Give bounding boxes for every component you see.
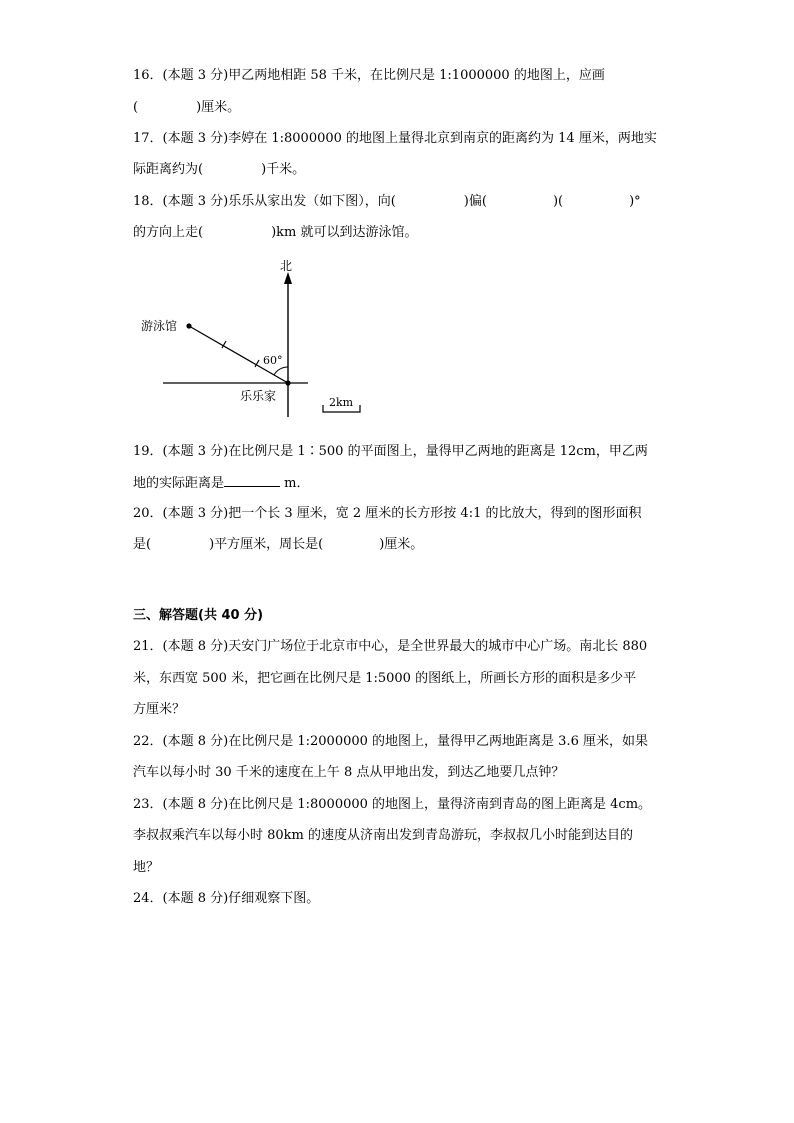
- q22-line1: [133, 733, 648, 751]
- q20-text: 20．(本题 3 分)把一个长 3 厘米，宽 2 厘米的长方形按 4:1 的比放大，得到的图形面积: [133, 506, 642, 521]
- q20-text-c: )厘米。: [379, 537, 424, 552]
- pool-point: [186, 323, 191, 328]
- q24-text-1: 24．(本题 8 分)仔细观察下图。: [133, 891, 320, 906]
- q24-line1: [133, 890, 319, 908]
- q23-line1: [133, 796, 651, 814]
- pool-label: 游泳馆: [141, 319, 178, 333]
- q20-text-a: 是(: [133, 537, 152, 552]
- q19-text: 19．(本题 3 分)在比例尺是 1∶500 的平面图上，量得甲乙两地的距离是 12cm，甲乙两: [133, 444, 648, 459]
- q23-text-1: 23．(本题 8 分)在比例尺是 1:8000000 的地图上，量得济南到青岛的图上距离是 4cm。: [133, 797, 652, 812]
- section3-title: [133, 607, 263, 625]
- q19-line2: [133, 473, 309, 493]
- angle-arc: [274, 367, 288, 375]
- q23-text-3: 地？: [133, 860, 160, 875]
- q18-text-c: )(: [552, 194, 564, 209]
- q23-line3: [133, 859, 159, 877]
- q20-line2: [133, 536, 423, 554]
- angle-label: 60°: [263, 354, 283, 367]
- q20-line1: [133, 505, 641, 523]
- q20-text-b: )平方厘米，周长是(: [209, 537, 324, 552]
- q16-paren-close: )厘米。: [196, 100, 241, 115]
- scale-label: 2km: [329, 396, 354, 409]
- q18-text-e: 的方向上走(: [133, 225, 204, 240]
- q21-text-2: 米，东西宽 500 米，把它画在比例尺是 1:5000 的图纸上，所画长方形的面积是多少平: [133, 671, 637, 686]
- q21-line3: [133, 701, 185, 719]
- q21-text-3: 方厘米？: [133, 702, 186, 717]
- q19-text-2: 地的实际距离是: [133, 476, 225, 491]
- q22-line2: [133, 764, 564, 782]
- q18-direction-figure: [0, 0, 794, 440]
- section3-title-text: 三、解答题(共 40 分): [133, 608, 264, 623]
- q17-text: 17．(本题 3 分)李婷在 1:8000000 的地图上量得北京到南京的距离约为 14 厘米，两地实: [133, 131, 657, 146]
- q22-text-1: 22．(本题 8 分)在比例尺是 1:2000000 的地图上，量得甲乙两地距离是 3.6 厘米，如果: [133, 734, 648, 749]
- north-arrowhead: [284, 272, 292, 284]
- q23-line2: [133, 827, 633, 845]
- north-label: 北: [280, 259, 293, 273]
- q16-paren-open: (: [133, 100, 139, 115]
- q19-answer-blank[interactable]: [224, 473, 280, 487]
- q22-text-2: 汽车以每小时 30 千米的速度在上午 8 点从甲地出发，到达乙地要几点钟？: [133, 765, 565, 780]
- q18-text-d: )°: [629, 194, 641, 209]
- q21-line2: [133, 670, 636, 688]
- q16-text: 16．(本题 3 分)甲乙两地相距 58 千米，在比例尺是 1:1000000 的地图上，应画: [133, 68, 605, 83]
- q18-text-b: )偏(: [463, 194, 487, 209]
- q23-text-2: 李叔叔乘汽车以每小时 80km 的速度从济南出发到青岛游玩，李叔叔几小时能到达目的: [133, 828, 634, 843]
- home-label: 乐乐家: [240, 389, 277, 403]
- q21-line1: [133, 638, 647, 656]
- q17-text-2: 际距离约为(: [133, 162, 204, 177]
- q17-paren-close: )千米。: [261, 162, 306, 177]
- q18-text-f: )km 就可以到达游泳馆。: [271, 225, 418, 240]
- q19-line1: [133, 443, 648, 461]
- q18-text-a: 18．(本题 3 分)乐乐从家出发（如下图），向(: [133, 194, 396, 209]
- q19-unit: m．: [280, 476, 310, 491]
- q21-text-1: 21．(本题 8 分)天安门广场位于北京市中心，是全世界最大的城市中心广场。南北长 880: [133, 639, 648, 654]
- home-point: [285, 380, 290, 385]
